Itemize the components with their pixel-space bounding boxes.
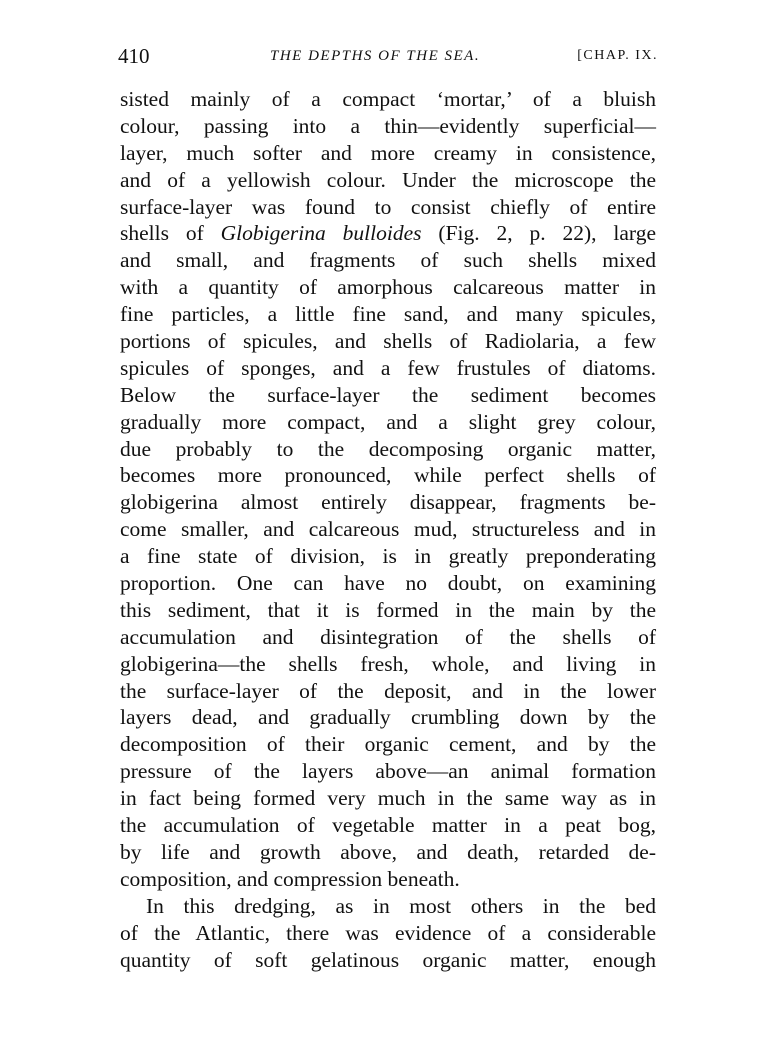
text-line: and small, and fragments of such shells mixed	[120, 248, 656, 273]
page-number: 410	[118, 44, 150, 68]
text-line: the accumulation of vegetable matter in a peat bog,	[120, 813, 656, 838]
running-title: THE DEPTHS OF THE SEA.	[270, 48, 481, 64]
text-line: spicules of sponges, and a few frustules of diatoms.	[120, 355, 656, 380]
text-line: with a quantity of amorphous calcareous matter in	[120, 275, 656, 300]
text-line: the surface-layer of the deposit, and in the lower	[120, 678, 656, 703]
text-line: come smaller, and calcareous mud, structureless and in	[120, 517, 656, 542]
text-line: globigerina almost entirely disappear, fragments be-	[120, 490, 656, 515]
chapter-reference: [CHAP. IX.	[577, 48, 658, 63]
text-line: of the Atlantic, there was evidence of a considerable	[120, 920, 656, 945]
text-line: proportion. One can have no doubt, on examining	[120, 571, 656, 596]
text-line	[120, 220, 656, 247]
text-line: Below the surface-layer the sediment becomes	[120, 382, 656, 407]
text-line: due probably to the decomposing organic matter,	[120, 436, 656, 461]
text-line: portions of spicules, and shells of Radiolaria, a few	[120, 329, 656, 354]
text-line: decomposition of their organic cement, and by the	[120, 732, 656, 757]
text-line: gradually more compact, and a slight grey colour,	[120, 409, 656, 434]
text-line: sisted mainly of a compact ‘mortar,’ of a bluish	[120, 87, 656, 111]
text-line: layers dead, and gradually crumbling down by the	[120, 705, 656, 730]
text-line: surface-layer was found to consist chiefly of entire	[120, 194, 656, 219]
text-line: this sediment, that it is formed in the main by the	[120, 597, 656, 622]
text-line: globigerina—the shells fresh, whole, and living in	[120, 651, 656, 676]
text-line: fine particles, a little fine sand, and many spicules,	[120, 302, 656, 327]
body-text	[120, 86, 656, 973]
text-line: quantity of soft gelatinous organic matter, enough	[120, 947, 656, 972]
text-line: accumulation and disintegration of the shells of	[120, 624, 656, 649]
text-line-paragraph-end: composition, and compression beneath.	[120, 866, 460, 891]
text-segment: (Fig. 2, p. 22), large	[421, 221, 656, 246]
text-line: layer, much softer and more creamy in consistence,	[120, 140, 656, 165]
text-line: in fact being formed very much in the same way as in	[120, 786, 656, 811]
text-line: and of a yellowish colour. Under the microscope the	[120, 167, 656, 192]
species-name: Globigerina bulloides	[220, 221, 422, 246]
text-line: by life and growth above, and death, retarded de-	[120, 839, 656, 864]
page-header	[118, 44, 658, 72]
text-line: a fine state of division, is in greatly preponderating	[120, 544, 656, 569]
text-line: becomes more pronounced, while perfect shells of	[120, 463, 656, 488]
text-line: colour, passing into a thin—evidently superficial—	[120, 113, 656, 138]
text-segment: shells of	[120, 221, 221, 246]
text-line-paragraph-start: In this dredging, as in most others in the bed	[146, 893, 656, 918]
text-line: pressure of the layers above—an animal formation	[120, 759, 656, 784]
